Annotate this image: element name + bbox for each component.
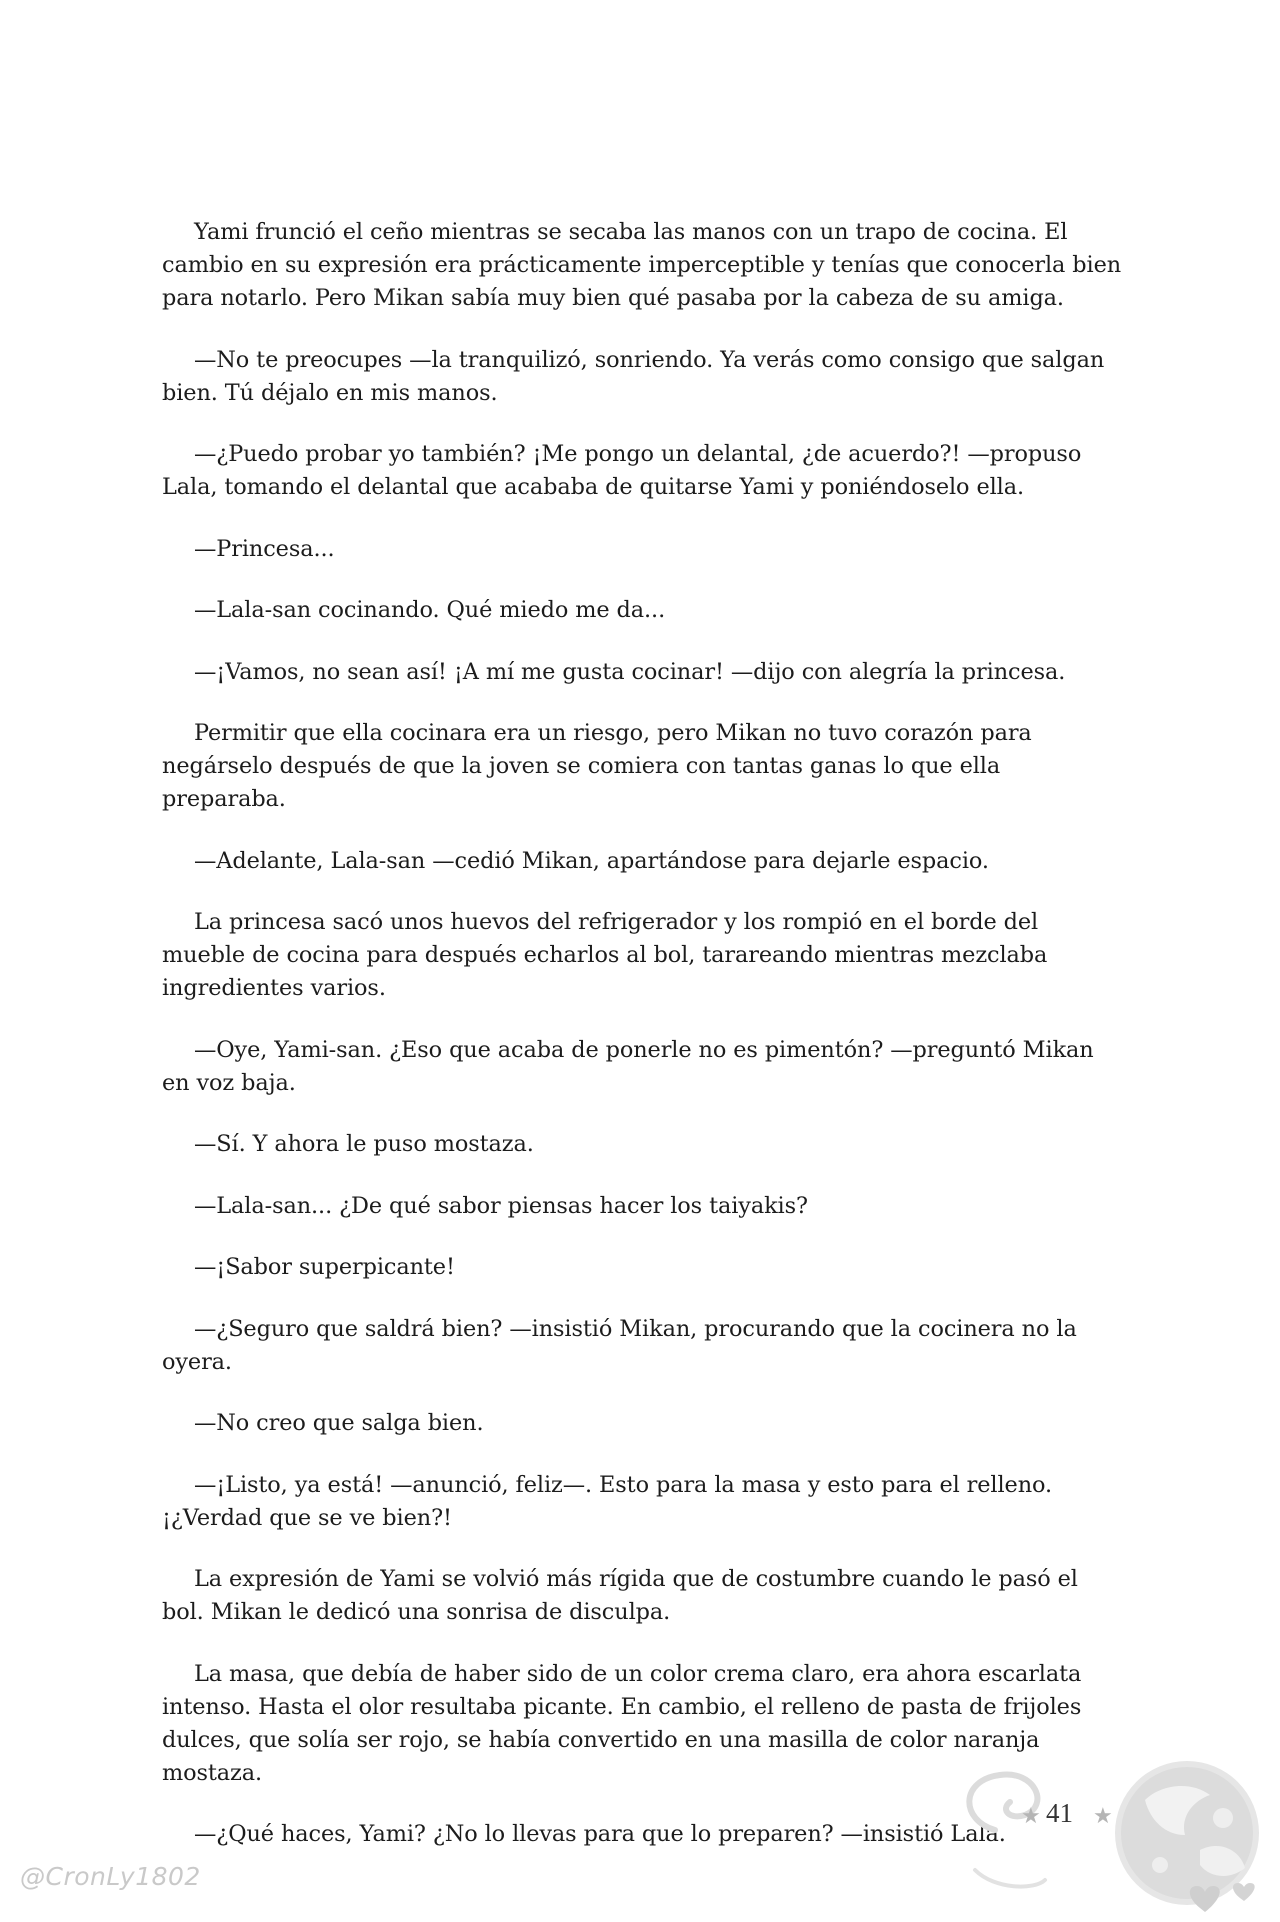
paragraph: —Princesa... — [194, 535, 335, 562]
paragraph: —No te preocupes —la tranquilizó, sonriendo. Ya verás como consigo que salgan bien. Tú déjalo en mis manos. — [162, 346, 1105, 406]
paragraph: —Adelante, Lala-san —cedió Mikan, apartándose para dejarle espacio. — [194, 847, 989, 874]
paragraph: La princesa sacó unos huevos del refrigerador y los rompió en el borde del mueble de cocina para después echarlos al bol, tarareando mientras mezclaba ingredientes varios. — [162, 909, 1048, 1001]
paragraph: Yami frunció el ceño mientras se secaba las manos con un trapo de cocina. El cambio en su expresión era prácticamente imperceptible y tenías que conocerla bien para notarlo. Pero Mikan sabía muy bien qué pasaba por la cabeza de su amiga. — [162, 219, 1122, 311]
moon-ornament-icon — [955, 1740, 1275, 1922]
paragraph: —Sí. Y ahora le puso mostaza. — [194, 1131, 534, 1157]
paragraph: —Oye, Yami-san. ¿Eso que acaba de ponerle no es pimentón? —preguntó Mikan en voz baja. — [162, 1036, 1094, 1096]
paragraph: Permitir que ella cocinara era un riesgo, pero Mikan no tuvo corazón para negárselo después de que la joven se comiera con tantas ganas lo que ella preparaba. — [162, 720, 1032, 812]
star-left-icon: ★ — [1021, 1804, 1041, 1829]
watermark: @CronLy1802 — [20, 1862, 201, 1891]
paragraph: La expresión de Yami se volvió más rígida que de costumbre cuando le pasó el bol. Mikan le dedicó una sonrisa de disculpa. — [162, 1566, 1078, 1625]
paragraph: —¡Listo, ya está! —anunció, feliz—. Esto para la masa y esto para el relleno. ¡¿Verdad que se ve bien?! — [162, 1471, 1053, 1531]
paragraph: —¿Puedo probar yo también? ¡Me pongo un delantal, ¿de acuerdo?! —propuso Lala, tomando el delantal que acababa de quitarse Yami y poniéndoselo ella. — [162, 441, 1082, 500]
paragraph: —¿Qué haces, Yami? ¿No lo llevas para que lo preparen? —insistió Lala. — [194, 1821, 1006, 1847]
paragraph: —¿Seguro que saldrá bien? —insistió Mikan, procurando que la cocinera no la oyera. — [162, 1315, 1077, 1375]
paragraph: —¡Sabor superpicante! — [194, 1254, 455, 1280]
page-body — [162, 216, 1122, 1880]
page-number: 41 — [1046, 1798, 1073, 1828]
paragraph: —¡Vamos, no sean así! ¡A mí me gusta cocinar! —dijo con alegría la princesa. — [194, 658, 1066, 685]
paragraph: —No creo que salga bien. — [194, 1410, 484, 1436]
star-right-icon: ★ — [1093, 1804, 1113, 1829]
paragraph: —Lala-san... ¿De qué sabor piensas hacer los taiyakis? — [194, 1192, 808, 1219]
paragraph: —Lala-san cocinando. Qué miedo me da... — [194, 597, 666, 623]
paragraph: La masa, que debía de haber sido de un color crema claro, era ahora escarlata intenso. Hasta el olor resultaba picante. En cambio, el relleno de pasta de frijoles dulces, que solía ser rojo, se había convertido en una masilla de color naranja mostaza. — [162, 1660, 1082, 1786]
